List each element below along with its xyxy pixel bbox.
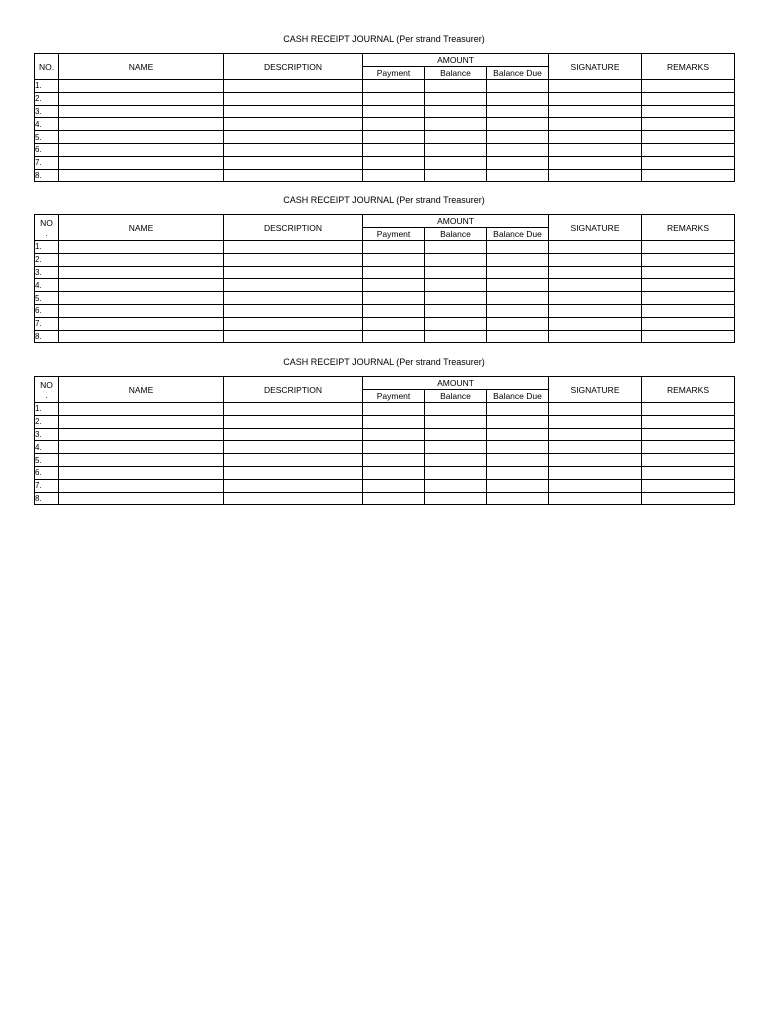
- table-row: [35, 241, 735, 254]
- signature-cell[interactable]: [549, 428, 642, 441]
- col-header-signature: SIGNATURE: [549, 215, 642, 241]
- remarks-cell[interactable]: [642, 156, 735, 169]
- table-row: [35, 118, 735, 131]
- row-number: 6.: [35, 143, 59, 156]
- col-header-payment: Payment: [363, 67, 425, 80]
- journal-table: [34, 376, 735, 505]
- remarks-cell[interactable]: [642, 105, 735, 118]
- payment-cell[interactable]: [363, 403, 425, 416]
- balance-due-cell[interactable]: [487, 428, 549, 441]
- no-dot: .: [45, 227, 48, 238]
- signature-cell[interactable]: [549, 266, 642, 279]
- col-header-payment: Payment: [363, 390, 425, 403]
- name-cell[interactable]: [59, 428, 224, 441]
- remarks-cell[interactable]: [642, 80, 735, 93]
- signature-cell[interactable]: [549, 253, 642, 266]
- signature-cell[interactable]: [549, 279, 642, 292]
- balance-cell[interactable]: [425, 143, 487, 156]
- name-cell[interactable]: [59, 479, 224, 492]
- col-header-payment: Payment: [363, 228, 425, 241]
- table-row: [35, 80, 735, 93]
- balance-due-cell[interactable]: [487, 479, 549, 492]
- col-header-remarks: REMARKS: [642, 377, 735, 403]
- balance-cell[interactable]: [425, 80, 487, 93]
- table-row: [35, 330, 735, 343]
- col-header-description: DESCRIPTION: [224, 377, 363, 403]
- balance-due-cell[interactable]: [487, 80, 549, 93]
- balance-cell[interactable]: [425, 279, 487, 292]
- no-label: NO: [40, 217, 53, 228]
- table-row: [35, 428, 735, 441]
- payment-cell[interactable]: [363, 80, 425, 93]
- remarks-cell[interactable]: [642, 92, 735, 105]
- description-cell[interactable]: [224, 292, 363, 305]
- col-header-no: [35, 215, 59, 241]
- row-number: 1.: [35, 403, 59, 416]
- signature-cell[interactable]: [549, 466, 642, 479]
- col-header-no: NO.: [35, 54, 59, 80]
- signature-cell[interactable]: [549, 492, 642, 505]
- row-number: 2.: [35, 253, 59, 266]
- balance-due-cell[interactable]: [487, 492, 549, 505]
- table-row: [35, 415, 735, 428]
- description-cell[interactable]: [224, 92, 363, 105]
- name-cell[interactable]: [59, 466, 224, 479]
- balance-cell[interactable]: [425, 492, 487, 505]
- col-header-description: DESCRIPTION: [224, 215, 363, 241]
- name-cell[interactable]: [59, 330, 224, 343]
- table-row: [35, 403, 735, 416]
- description-cell[interactable]: [224, 428, 363, 441]
- remarks-cell[interactable]: [642, 466, 735, 479]
- col-header-balance-due: Balance Due: [487, 67, 549, 80]
- row-number: 2.: [35, 415, 59, 428]
- col-header-amount: AMOUNT: [363, 54, 549, 67]
- description-cell[interactable]: [224, 415, 363, 428]
- balance-due-cell[interactable]: [487, 131, 549, 144]
- remarks-cell[interactable]: [642, 266, 735, 279]
- row-number: 6.: [35, 304, 59, 317]
- balance-due-cell[interactable]: [487, 92, 549, 105]
- payment-cell[interactable]: [363, 156, 425, 169]
- name-cell[interactable]: [59, 415, 224, 428]
- name-cell[interactable]: [59, 92, 224, 105]
- row-number: 3.: [35, 428, 59, 441]
- name-cell[interactable]: [59, 156, 224, 169]
- row-number: 2.: [35, 92, 59, 105]
- balance-cell[interactable]: [425, 131, 487, 144]
- name-cell[interactable]: [59, 266, 224, 279]
- description-cell[interactable]: [224, 266, 363, 279]
- description-cell[interactable]: [224, 279, 363, 292]
- remarks-cell[interactable]: [642, 143, 735, 156]
- balance-cell[interactable]: [425, 292, 487, 305]
- row-number: 5.: [35, 131, 59, 144]
- col-header-balance: Balance: [425, 390, 487, 403]
- signature-cell[interactable]: [549, 156, 642, 169]
- row-number: 3.: [35, 105, 59, 118]
- remarks-cell[interactable]: [642, 403, 735, 416]
- row-number: 8.: [35, 330, 59, 343]
- balance-cell[interactable]: [425, 156, 487, 169]
- payment-cell[interactable]: [363, 428, 425, 441]
- table-row: [35, 466, 735, 479]
- description-cell[interactable]: [224, 403, 363, 416]
- table-row: [35, 292, 735, 305]
- signature-cell[interactable]: [549, 118, 642, 131]
- description-cell[interactable]: [224, 466, 363, 479]
- payment-cell[interactable]: [363, 92, 425, 105]
- balance-cell[interactable]: [425, 479, 487, 492]
- remarks-cell[interactable]: [642, 415, 735, 428]
- payment-cell[interactable]: [363, 492, 425, 505]
- balance-due-cell[interactable]: [487, 156, 549, 169]
- row-number: 8.: [35, 492, 59, 505]
- balance-cell[interactable]: [425, 403, 487, 416]
- balance-due-cell[interactable]: [487, 253, 549, 266]
- journal-title: CASH RECEIPT JOURNAL (Per strand Treasurer): [283, 357, 485, 367]
- payment-cell[interactable]: [363, 266, 425, 279]
- description-cell[interactable]: [224, 454, 363, 467]
- remarks-cell[interactable]: [642, 492, 735, 505]
- balance-due-cell[interactable]: [487, 105, 549, 118]
- signature-cell[interactable]: [549, 304, 642, 317]
- row-number: 7.: [35, 317, 59, 330]
- balance-due-cell[interactable]: [487, 403, 549, 416]
- balance-cell[interactable]: [425, 266, 487, 279]
- balance-due-cell[interactable]: [487, 330, 549, 343]
- balance-cell[interactable]: [425, 466, 487, 479]
- col-header-remarks: REMARKS: [642, 54, 735, 80]
- balance-cell[interactable]: [425, 118, 487, 131]
- table-row: [35, 492, 735, 505]
- description-cell[interactable]: [224, 441, 363, 454]
- col-header-amount: AMOUNT: [363, 215, 549, 228]
- description-cell[interactable]: [224, 169, 363, 182]
- remarks-cell[interactable]: [642, 454, 735, 467]
- col-header-balance-due: Balance Due: [487, 390, 549, 403]
- remarks-cell[interactable]: [642, 441, 735, 454]
- name-cell[interactable]: [59, 169, 224, 182]
- payment-cell[interactable]: [363, 330, 425, 343]
- col-header-balance-due: Balance Due: [487, 228, 549, 241]
- balance-due-cell[interactable]: [487, 241, 549, 254]
- journal-title: CASH RECEIPT JOURNAL (Per strand Treasurer): [283, 195, 485, 205]
- payment-cell[interactable]: [363, 454, 425, 467]
- signature-cell[interactable]: [549, 441, 642, 454]
- balance-due-cell[interactable]: [487, 292, 549, 305]
- col-header-signature: SIGNATURE: [549, 54, 642, 80]
- table-row: [35, 131, 735, 144]
- name-cell[interactable]: [59, 241, 224, 254]
- balance-cell[interactable]: [425, 330, 487, 343]
- row-number: 7.: [35, 156, 59, 169]
- row-number: 4.: [35, 118, 59, 131]
- description-cell[interactable]: [224, 118, 363, 131]
- balance-due-cell[interactable]: [487, 466, 549, 479]
- table-row: [35, 454, 735, 467]
- payment-cell[interactable]: [363, 253, 425, 266]
- payment-cell[interactable]: [363, 279, 425, 292]
- col-header-name: NAME: [59, 215, 224, 241]
- payment-cell[interactable]: [363, 241, 425, 254]
- signature-cell[interactable]: [549, 403, 642, 416]
- balance-cell[interactable]: [425, 105, 487, 118]
- col-header-description: DESCRIPTION: [224, 54, 363, 80]
- balance-due-cell[interactable]: [487, 454, 549, 467]
- balance-cell[interactable]: [425, 454, 487, 467]
- payment-cell[interactable]: [363, 466, 425, 479]
- balance-due-cell[interactable]: [487, 317, 549, 330]
- row-number: 8.: [35, 169, 59, 182]
- table-row: [35, 169, 735, 182]
- name-cell[interactable]: [59, 118, 224, 131]
- signature-cell[interactable]: [549, 415, 642, 428]
- signature-cell[interactable]: [549, 105, 642, 118]
- col-header-remarks: REMARKS: [642, 215, 735, 241]
- description-cell[interactable]: [224, 330, 363, 343]
- col-header-signature: SIGNATURE: [549, 377, 642, 403]
- remarks-cell[interactable]: [642, 479, 735, 492]
- table-row: [35, 279, 735, 292]
- table-row: [35, 304, 735, 317]
- remarks-cell[interactable]: [642, 330, 735, 343]
- name-cell[interactable]: [59, 143, 224, 156]
- table-row: [35, 105, 735, 118]
- payment-cell[interactable]: [363, 317, 425, 330]
- balance-cell[interactable]: [425, 241, 487, 254]
- journal-table: [34, 214, 735, 343]
- balance-due-cell[interactable]: [487, 266, 549, 279]
- name-cell[interactable]: [59, 292, 224, 305]
- name-cell[interactable]: [59, 492, 224, 505]
- balance-due-cell[interactable]: [487, 441, 549, 454]
- col-header-name: NAME: [59, 377, 224, 403]
- description-cell[interactable]: [224, 492, 363, 505]
- payment-cell[interactable]: [363, 169, 425, 182]
- balance-cell[interactable]: [425, 304, 487, 317]
- remarks-cell[interactable]: [642, 131, 735, 144]
- name-cell[interactable]: [59, 403, 224, 416]
- row-number: 5.: [35, 454, 59, 467]
- balance-cell[interactable]: [425, 92, 487, 105]
- signature-cell[interactable]: [549, 241, 642, 254]
- table-row: [35, 253, 735, 266]
- remarks-cell[interactable]: [642, 428, 735, 441]
- balance-due-cell[interactable]: [487, 118, 549, 131]
- name-cell[interactable]: [59, 131, 224, 144]
- table-row: [35, 441, 735, 454]
- remarks-cell[interactable]: [642, 317, 735, 330]
- payment-cell[interactable]: [363, 143, 425, 156]
- name-cell[interactable]: [59, 253, 224, 266]
- balance-cell[interactable]: [425, 253, 487, 266]
- signature-cell[interactable]: [549, 131, 642, 144]
- balance-due-cell[interactable]: [487, 143, 549, 156]
- description-cell[interactable]: [224, 304, 363, 317]
- description-cell[interactable]: [224, 156, 363, 169]
- journal-title: CASH RECEIPT JOURNAL (Per strand Treasurer): [283, 34, 485, 44]
- signature-cell[interactable]: [549, 317, 642, 330]
- table-row: [35, 156, 735, 169]
- payment-cell[interactable]: [363, 118, 425, 131]
- row-number: 4.: [35, 441, 59, 454]
- balance-due-cell[interactable]: [487, 304, 549, 317]
- description-cell[interactable]: [224, 105, 363, 118]
- balance-due-cell[interactable]: [487, 415, 549, 428]
- name-cell[interactable]: [59, 317, 224, 330]
- remarks-cell[interactable]: [642, 241, 735, 254]
- remarks-cell[interactable]: [642, 253, 735, 266]
- balance-cell[interactable]: [425, 317, 487, 330]
- balance-cell[interactable]: [425, 441, 487, 454]
- balance-due-cell[interactable]: [487, 279, 549, 292]
- name-cell[interactable]: [59, 80, 224, 93]
- payment-cell[interactable]: [363, 304, 425, 317]
- journal-table: [34, 53, 735, 182]
- signature-cell[interactable]: [549, 292, 642, 305]
- signature-cell[interactable]: [549, 454, 642, 467]
- no-label: NO: [40, 379, 53, 390]
- payment-cell[interactable]: [363, 292, 425, 305]
- description-cell[interactable]: [224, 479, 363, 492]
- name-cell[interactable]: [59, 279, 224, 292]
- row-number: 1.: [35, 80, 59, 93]
- payment-cell[interactable]: [363, 105, 425, 118]
- name-cell[interactable]: [59, 105, 224, 118]
- no-dot: .: [45, 389, 48, 400]
- table-row: [35, 143, 735, 156]
- col-header-no: [35, 377, 59, 403]
- row-number: 5.: [35, 292, 59, 305]
- payment-cell[interactable]: [363, 479, 425, 492]
- table-row: [35, 479, 735, 492]
- balance-cell[interactable]: [425, 428, 487, 441]
- row-number: 1.: [35, 241, 59, 254]
- signature-cell[interactable]: [549, 479, 642, 492]
- description-cell[interactable]: [224, 317, 363, 330]
- description-cell[interactable]: [224, 80, 363, 93]
- col-header-balance: Balance: [425, 67, 487, 80]
- description-cell[interactable]: [224, 143, 363, 156]
- description-cell[interactable]: [224, 241, 363, 254]
- payment-cell[interactable]: [363, 441, 425, 454]
- name-cell[interactable]: [59, 454, 224, 467]
- balance-due-cell[interactable]: [487, 169, 549, 182]
- remarks-cell[interactable]: [642, 118, 735, 131]
- signature-cell[interactable]: [549, 169, 642, 182]
- remarks-cell[interactable]: [642, 304, 735, 317]
- name-cell[interactable]: [59, 304, 224, 317]
- balance-cell[interactable]: [425, 169, 487, 182]
- signature-cell[interactable]: [549, 80, 642, 93]
- remarks-cell[interactable]: [642, 292, 735, 305]
- payment-cell[interactable]: [363, 131, 425, 144]
- payment-cell[interactable]: [363, 415, 425, 428]
- table-row: [35, 266, 735, 279]
- col-header-amount: AMOUNT: [363, 377, 549, 390]
- signature-cell[interactable]: [549, 330, 642, 343]
- row-number: 3.: [35, 266, 59, 279]
- table-row: [35, 317, 735, 330]
- remarks-cell[interactable]: [642, 279, 735, 292]
- row-number: 4.: [35, 279, 59, 292]
- balance-cell[interactable]: [425, 415, 487, 428]
- col-header-balance: Balance: [425, 228, 487, 241]
- remarks-cell[interactable]: [642, 169, 735, 182]
- row-number: 7.: [35, 479, 59, 492]
- signature-cell[interactable]: [549, 143, 642, 156]
- description-cell[interactable]: [224, 253, 363, 266]
- row-number: 6.: [35, 466, 59, 479]
- table-row: [35, 92, 735, 105]
- signature-cell[interactable]: [549, 92, 642, 105]
- col-header-name: NAME: [59, 54, 224, 80]
- name-cell[interactable]: [59, 441, 224, 454]
- description-cell[interactable]: [224, 131, 363, 144]
